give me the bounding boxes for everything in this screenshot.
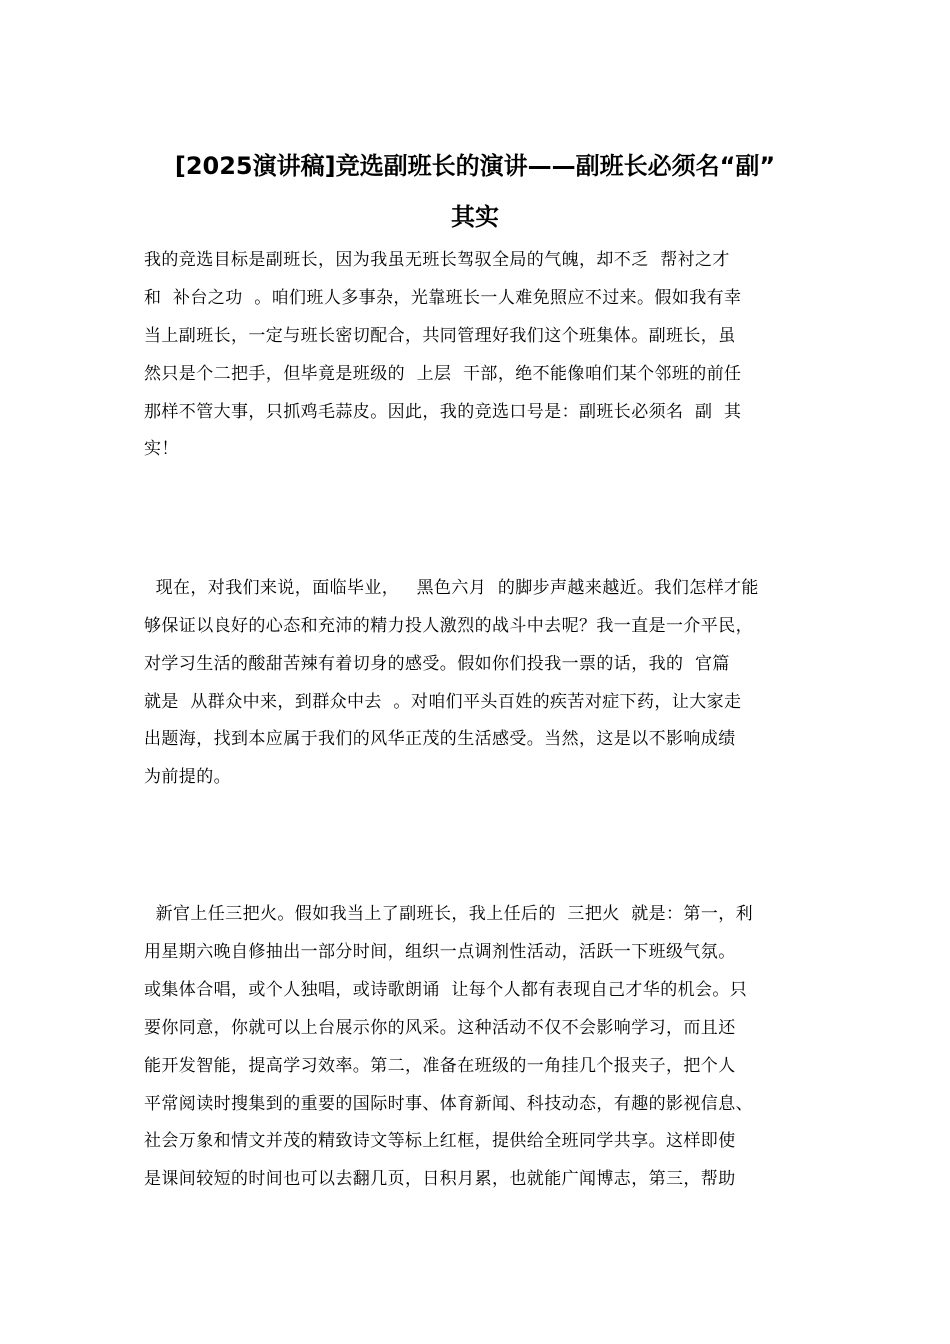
paragraph-line: 对学习生活的酸甜苦辣有着切身的感受。假如你们投我一票的话，我的 官篇	[144, 654, 730, 674]
paragraph-line: 当上副班长，一定与班长密切配合，共同管理好我们这个班集体。副班长，虽	[144, 326, 736, 346]
paragraph-line: 社会万象和情文并茂的精致诗文等标上红框，提供给全班同学共享。这样即使	[144, 1131, 736, 1151]
paragraph-line: 为前提的。	[144, 767, 231, 787]
paragraph-line: 就是 从群众中来，到群众中去 。对咱们平头百姓的疾苦对症下药，让大家走	[144, 692, 742, 712]
paragraph-line: 然只是个二把手，但毕竟是班级的 上层 干部，绝不能像咱们某个邻班的前任	[144, 364, 742, 384]
paragraph-line: 那样不管大事，只抓鸡毛蒜皮。因此，我的竞选口号是：副班长必须名 副 其	[144, 402, 742, 422]
document-title-line-1: [2025演讲稿]竞选副班长的演讲——副班长必须名“副”	[174, 152, 776, 180]
paragraph-line: 现在，对我们来说，面临毕业， 黑色六月 的脚步声越来越近。我们怎样才能	[144, 578, 759, 598]
document-title-line-2: 其实	[451, 203, 499, 231]
paragraph-line: 要你同意，你就可以上台展示你的风采。这种活动不仅不会影响学习，而且还	[144, 1018, 736, 1038]
paragraph-line: 是课间较短的时间也可以去翻几页，日积月累，也就能广闻博志，第三，帮助	[144, 1169, 736, 1189]
paragraph-line: 实！	[144, 439, 179, 459]
paragraph-line: 我的竞选目标是副班长，因为我虽无班长驾驭全局的气魄，却不乏 帮衬之才	[144, 250, 730, 270]
paragraph-line: 用星期六晚自修抽出一部分时间，组织一点调剂性活动，活跃一下班级气氛。	[144, 942, 736, 962]
paragraph-line: 够保证以良好的心态和充沛的精力投人激烈的战斗中去呢？我一直是一介平民，	[144, 616, 753, 636]
paragraph-line: 能开发智能，提高学习效率。第二，准备在班级的一角挂几个报夹子，把个人	[144, 1056, 736, 1076]
paragraph-line: 出题海，找到本应属于我们的风华正茂的生活感受。当然，这是以不影响成绩	[144, 729, 736, 749]
paragraph-line: 或集体合唱，或个人独唱，或诗歌朗诵 让每个人都有表现自己才华的机会。只	[144, 980, 748, 1000]
paragraph-line: 平常阅读时搜集到的重要的国际时事、体育新闻、科技动态，有趣的影视信息、	[144, 1094, 753, 1114]
paragraph-line: 新官上任三把火。假如我当上了副班长，我上任后的 三把火 就是：第一，利	[144, 904, 754, 924]
paragraph-line: 和 补台之功 。咱们班人多事杂，光靠班长一人难免照应不过来。假如我有幸	[144, 288, 742, 308]
